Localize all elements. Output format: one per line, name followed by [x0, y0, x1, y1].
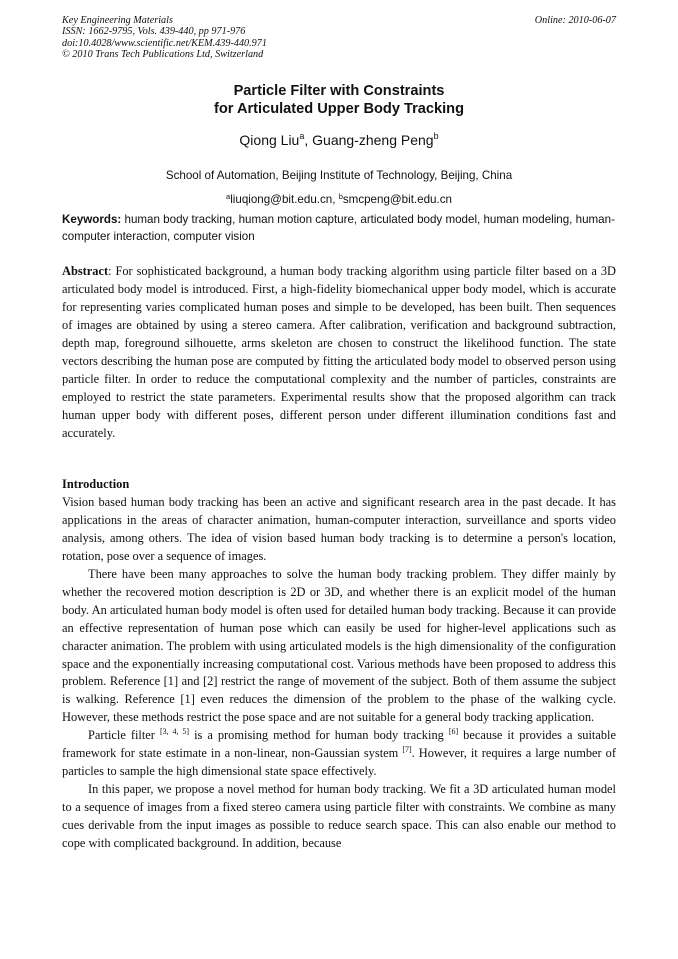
abstract-label: Abstract: [62, 264, 109, 278]
title-line-2: for Articulated Upper Body Tracking: [213, 101, 465, 117]
affiliation: School of Automation, Beijing Institute of Technology, Beijing, China: [165, 169, 513, 182]
p3-text-d: . However, it requires a large number of particles to sample the high dimensional state space effectively.: [62, 746, 617, 779]
copyright-line: © 2010 Trans Tech Publications Ltd, Switzerland: [62, 49, 264, 61]
keywords-label: Keywords:: [62, 213, 122, 226]
journal-header: [62, 15, 616, 61]
author-2-affil-mark: b: [433, 131, 439, 141]
online-date: Online: 2010-06-07: [534, 15, 616, 26]
abstract-paragraph: [62, 263, 616, 443]
citation-3-4-5: [3, 4, 5]: [159, 727, 190, 737]
p3-text-a: Particle filter: [88, 728, 160, 743]
email-a-mark: a: [226, 192, 231, 201]
author-separator: ,: [304, 132, 313, 148]
p3-text-c: because it provides a suitable framework for state estimate in a non-linear, non-Gaussian system: [62, 728, 616, 761]
keywords-text: human body tracking, human motion capture, articulated body model, human modeling, human-computer interaction, computer vision: [62, 213, 615, 243]
email-b: smcpeng@bit.edu.cn: [342, 193, 452, 206]
intro-paragraph-1: Vision based human body tracking has been an active and significant research area in the past decade. It has applications in the areas of character animation, human-computer interaction, surveillance and sports video analysis, among others. The idea of vision based human body tracking is to determine a person's location, rotation, pose over a sequence of images.: [62, 494, 616, 563]
abstract-text: : For sophisticated background, a human body tracking algorithm using particle filter based on a 3D articulated body model is introduced. First, a high-fidelity biomechanical upper body model, which is accurate for representing varies complicated human poses and simple to be developed, has been built. Then sequences of images are obtained by using a stereo camera. After calibration, verification and background subtraction, depth map, foreground silhouette, arms skeleton are chosen to construct the likelihood function. The state vectors describing the human pose are computed by fitting the articulated body model to observed person using particle filter. In order to reduce the computational complexity and the number of particles, constraints are employed to restrict the state parameters. Experimental results show that the proposed algorithm can track human upper body with different poses, different person under different illumination conditions fast and accurately.: [62, 264, 616, 440]
intro-paragraph-2: There have been many approaches to solve the human body tracking problem. They differ mainly by whether the recovered motion description is 2D or 3D, and whether there is an explicit model of the human body. An articulated human body model is often used for detailed human body tracking. Because it can provide an effective representation of human pose which can easily be used for higher-level applications such as character animation. The problem with using articulated models is the high dimensionality of the configuration space and the exponentially increasing computational cost. Various methods have been proposed to address this problem. Reference [1] and [2] restrict the range of movement of the subject. Both of them assume the subject is walking. Reference [1] even reduces the dimension of the problem to the phase of the walking cycle. However, these methods restrict the pose space and are not suitable for a general body tracking application.: [62, 566, 616, 725]
paper-title: [62, 82, 616, 118]
introduction-heading: Introduction: [62, 477, 130, 491]
author-1-affil-mark: a: [299, 131, 305, 141]
introduction-section: [62, 476, 616, 853]
intro-paragraph-3: [62, 727, 616, 781]
author-2: Guang-zheng Peng: [312, 132, 434, 148]
citation-6: [6]: [448, 727, 459, 737]
email-b-mark: b: [338, 192, 343, 201]
email-a: liuqiong@bit.edu.cn,: [230, 193, 339, 206]
journal-name: Key Engineering Materials: [62, 15, 173, 26]
citation-7: [7]: [402, 745, 412, 755]
author-emails: [62, 192, 616, 207]
author-1: Qiong Liu: [239, 132, 300, 148]
keywords-block: [62, 211, 616, 245]
author-list: [62, 131, 616, 149]
abstract-block: [62, 263, 616, 443]
title-line-1: Particle Filter with Constraints: [233, 83, 445, 99]
issn-line: ISSN: 1662-9795, Vols. 439-440, pp 971-976: [62, 26, 246, 38]
doi-line: doi:10.4028/www.scientific.net/KEM.439-440.971: [62, 37, 267, 49]
p3-text-b: is a promising method for human body tracking: [189, 728, 449, 743]
intro-paragraph-4: In this paper, we propose a novel method for human body tracking. We fit a 3D articulated human model to a sequence of images from a fixed stereo camera using particle filter with constraints. We combine as many cues derivable from the input images as possible to reduce search space. This can also enable our method to cope with complicated background. In addition, because: [62, 782, 616, 851]
